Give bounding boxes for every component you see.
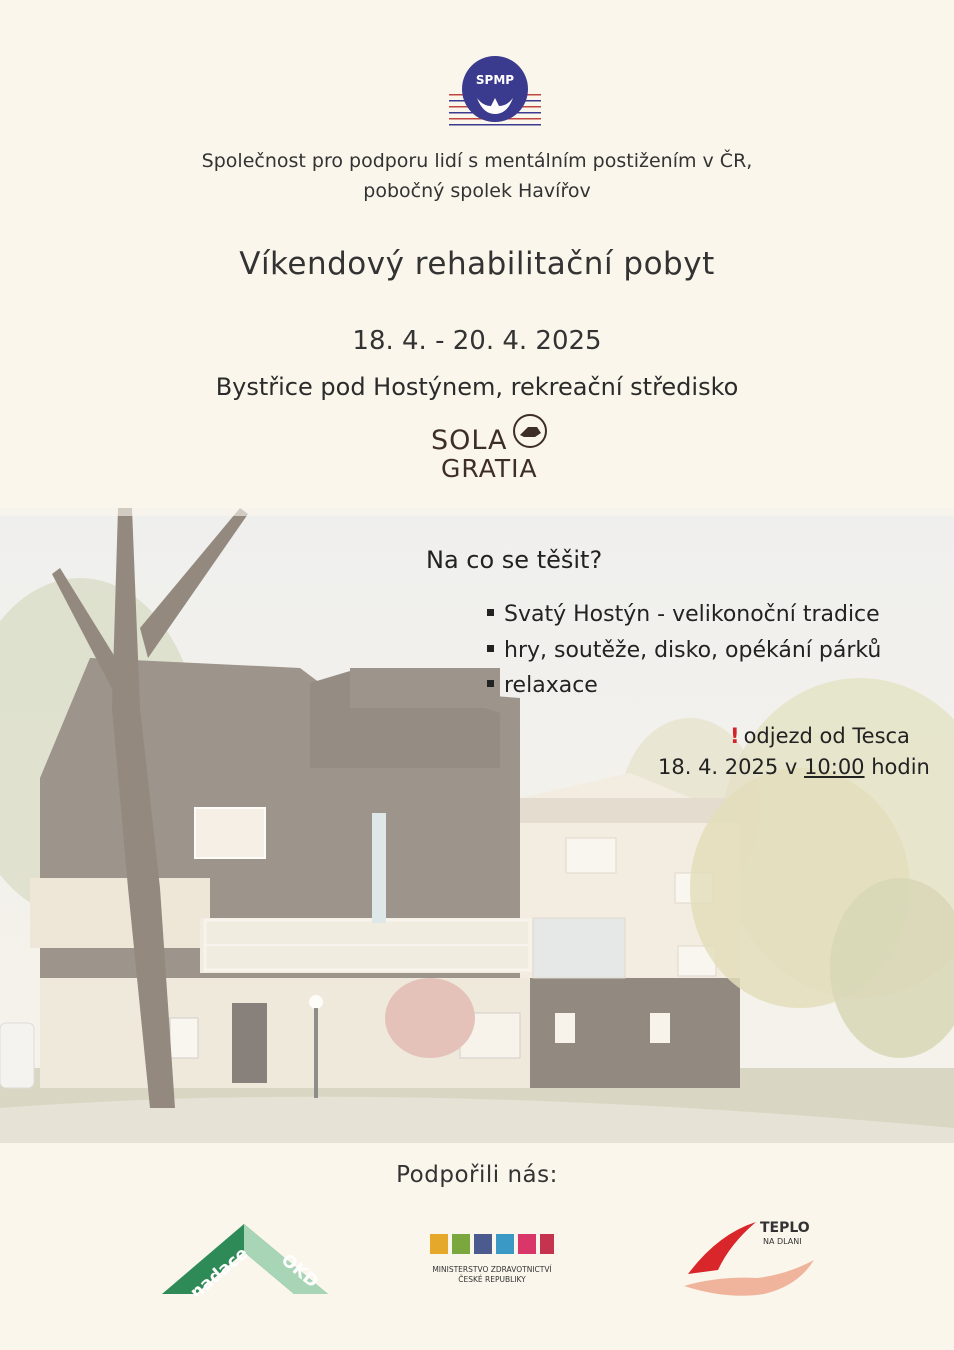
list-item: relaxace	[487, 673, 598, 698]
ministry-health-logo	[425, 1226, 560, 1292]
spmp-logo	[447, 52, 543, 134]
bullet-icon	[487, 645, 494, 652]
departure-time: 18. 4. 2025 v 10:00 hodin	[658, 755, 930, 779]
flame-icon	[688, 1222, 756, 1274]
gratia-text: GRATIA	[441, 454, 538, 483]
nadace-okd-logo	[160, 1222, 330, 1296]
teplo-text: TEPLO	[760, 1220, 810, 1236]
list-item: hry, soutěže, disko, opékání párků	[487, 638, 881, 663]
organization-branch: pobočný spolek Havířov	[363, 180, 591, 202]
na-dlani-text: NA DLANI	[763, 1237, 802, 1246]
ministry-country: ČESKÉ REPUBLIKY	[458, 1275, 526, 1284]
bullet-icon	[487, 609, 494, 616]
teplo-na-dlani-logo	[678, 1214, 823, 1300]
bullet-icon	[487, 680, 494, 687]
spmp-logo-text: SPMP	[475, 73, 515, 87]
okd-text: OKD	[277, 1250, 322, 1293]
organization-name: Společnost pro podporu lidí s mentálním postižením v ČR,	[201, 150, 753, 172]
ministry-name: MINISTERSTVO ZDRAVOTNICTVÍ	[432, 1265, 552, 1274]
departure-hour: 10:00	[804, 755, 865, 779]
list-item: Svatý Hostýn - velikonoční tradice	[487, 602, 880, 627]
departure-note: ! odjezd od Tesca	[730, 724, 910, 748]
info-panel	[0, 508, 954, 1143]
nadace-text: nadace	[186, 1243, 253, 1296]
sola-gratia-logo	[425, 413, 560, 485]
exclamation-icon: !	[730, 724, 740, 748]
event-dates: 18. 4. - 20. 4. 2025	[352, 326, 602, 356]
event-location: Bystřice pod Hostýnem, rekreační středisko	[215, 373, 739, 401]
info-heading: Na co se těšit?	[426, 546, 603, 574]
supporters-title: Podpořili nás:	[396, 1162, 558, 1188]
sola-text: SOLA	[431, 425, 508, 456]
event-title: Víkendový rehabilitační pobyt	[239, 246, 715, 282]
lamb-icon	[520, 427, 541, 437]
